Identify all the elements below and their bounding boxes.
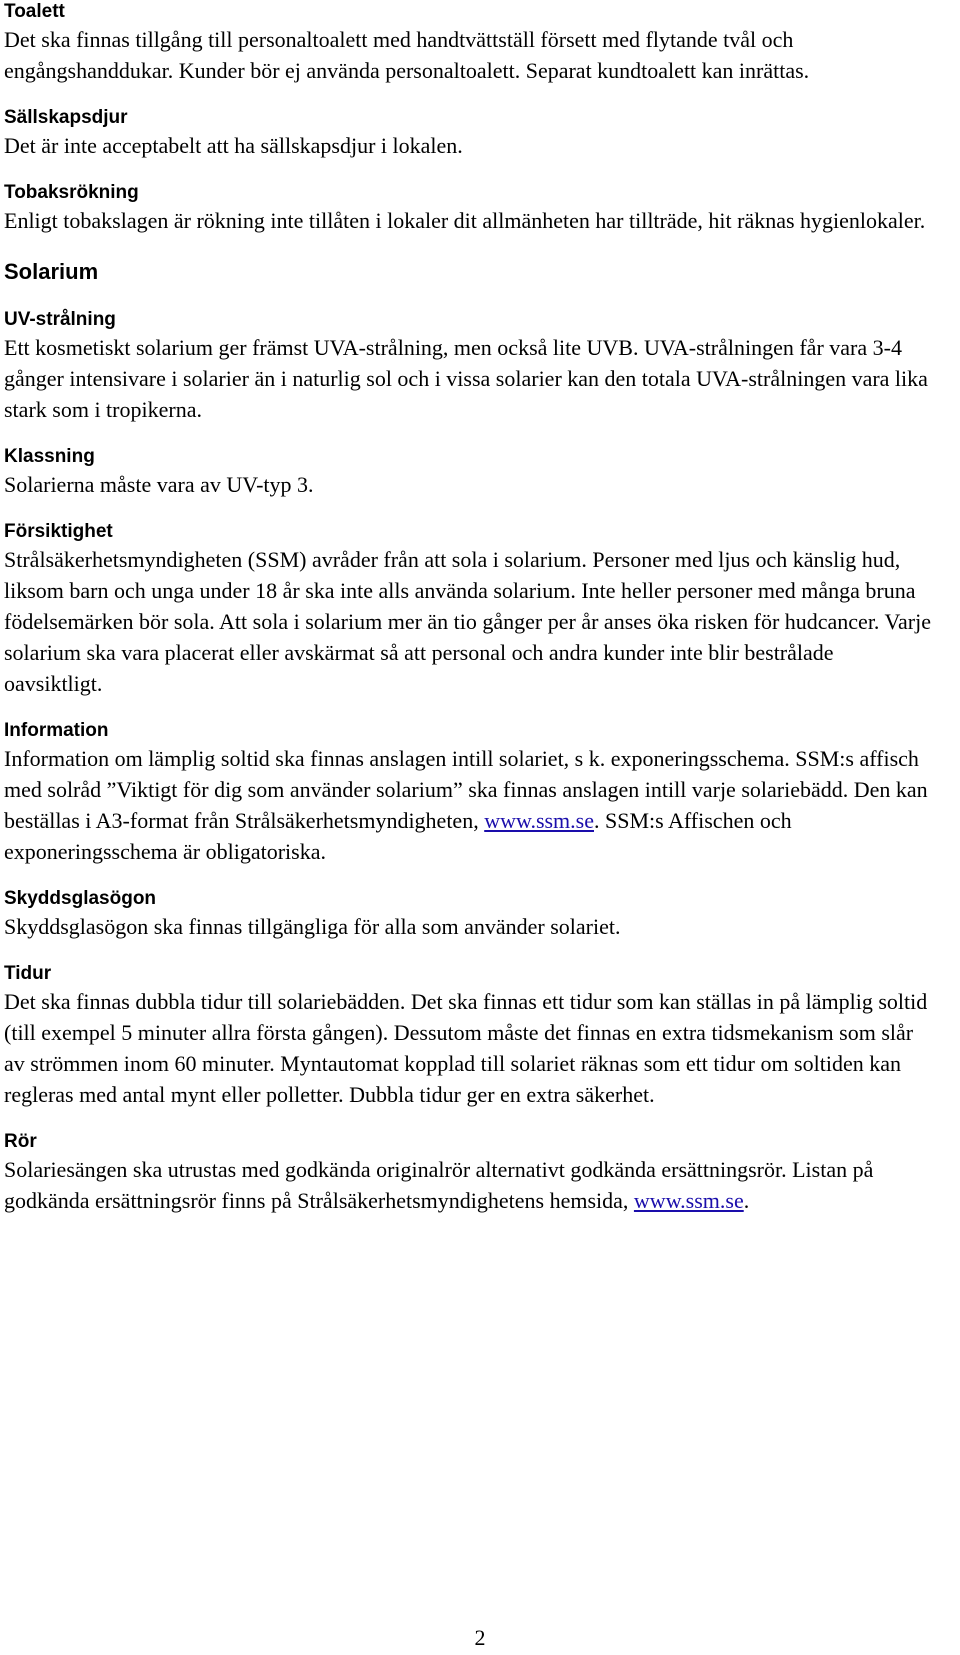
- paragraph-sallskapsdjur: Det är inte acceptabelt att ha sällskapsdjur i lokalen.: [4, 133, 463, 158]
- heading-forsiktighet: Försiktighet: [4, 521, 113, 542]
- document-page: [4, 0, 934, 1216]
- paragraph-uv-stralning: Ett kosmetiskt solarium ger främst UVA-strålning, men också lite UVB. UVA-strålningen får vara 3-4 gånger intensivare i solarier än i naturlig sol och i vissa solarier kan den totala UVA-strålningen vara lika stark som i tropikerna.: [4, 335, 928, 422]
- ssm-link[interactable]: www.ssm.se: [484, 808, 594, 833]
- paragraph-information: [4, 743, 934, 867]
- heading-uv-stralning: UV-strålning: [4, 309, 116, 330]
- ror-text-after: .: [743, 1188, 750, 1213]
- ssm-link-ror[interactable]: www.ssm.se: [633, 1188, 744, 1213]
- heading-tobaksrokning: Tobaksrökning: [4, 182, 139, 203]
- heading-toalett: Toalett: [4, 1, 65, 22]
- heading-solarium: Solarium: [4, 259, 99, 284]
- heading-skyddsglasogon: Skyddsglasögon: [4, 888, 157, 909]
- paragraph-tobaksrokning: Enligt tobakslagen är rökning inte tillåten i lokaler dit allmänheten har tillträde, hit räknas hygienlokaler.: [4, 208, 926, 233]
- page-number: 2: [474, 1625, 486, 1650]
- heading-klassning: Klassning: [4, 446, 95, 467]
- ror-text-before: Solariesängen ska utrustas med godkända originalrör alternativt godkända ersättningsrör. Listan på godkända ersättningsrör finns på Strålsäkerhetsmyndighetens hemsida,: [4, 1157, 874, 1213]
- paragraph-forsiktighet: Strålsäkerhetsmyndigheten (SSM) avråder från att sola i solarium. Personer med ljus och känslig hud, liksom barn och unga under 18 år ska inte alls använda solarium. Inte heller personer med många bruna födelsemärken bör sola. Att sola i solarium mer än tio gånger per år anses öka risken för hudcancer. Varje solarium ska vara placerat eller avskärmat så att personal och andra kunder inte blir bestrålade oavsiktligt.: [4, 547, 931, 696]
- heading-information: Information: [4, 720, 109, 741]
- paragraph-skyddsglasogon: Skyddsglasögon ska finnas tillgängliga för alla som använder solariet.: [4, 914, 621, 939]
- paragraph-klassning: Solarierna måste vara av UV-typ 3.: [4, 472, 314, 497]
- information-text-before: Information om lämplig soltid ska finnas anslagen intill solariet, s k. exponeringsschema. SSM:s affisch med solråd ”Viktigt för dig som använder solarium” ska finnas anslagen intill varje solariebädd. Den kan beställas i A3-format från Strålsäkerhetsmyndigheten,: [4, 746, 928, 833]
- heading-tidur: Tidur: [4, 963, 52, 984]
- paragraph-toalett: Det ska finnas tillgång till personaltoalett med handtvättställ försett med flytande tvål och engångshanddukar. Kunder bör ej använda personaltoalett. Separat kundtoalett kan inrättas.: [4, 27, 810, 83]
- heading-sallskapsdjur: Sällskapsdjur: [4, 107, 128, 128]
- information-text-after: . SSM:s Affischen och exponeringsschema är obligatoriska.: [4, 808, 792, 864]
- paragraph-tidur: Det ska finnas dubbla tidur till solariebädden. Det ska finnas ett tidur som kan ställas in på lämplig soltid (till exempel 5 minuter allra första gången). Dessutom måste det finnas en extra tidsmekanism som slår av strömmen inom 60 minuter. Myntautomat kopplad till solariet räknas som ett tidur om soltiden kan regleras med antal mynt eller polletter. Dubbla tidur ger en extra säkerhet.: [4, 989, 928, 1107]
- heading-ror: Rör: [4, 1131, 37, 1152]
- paragraph-ror: [4, 1154, 934, 1216]
